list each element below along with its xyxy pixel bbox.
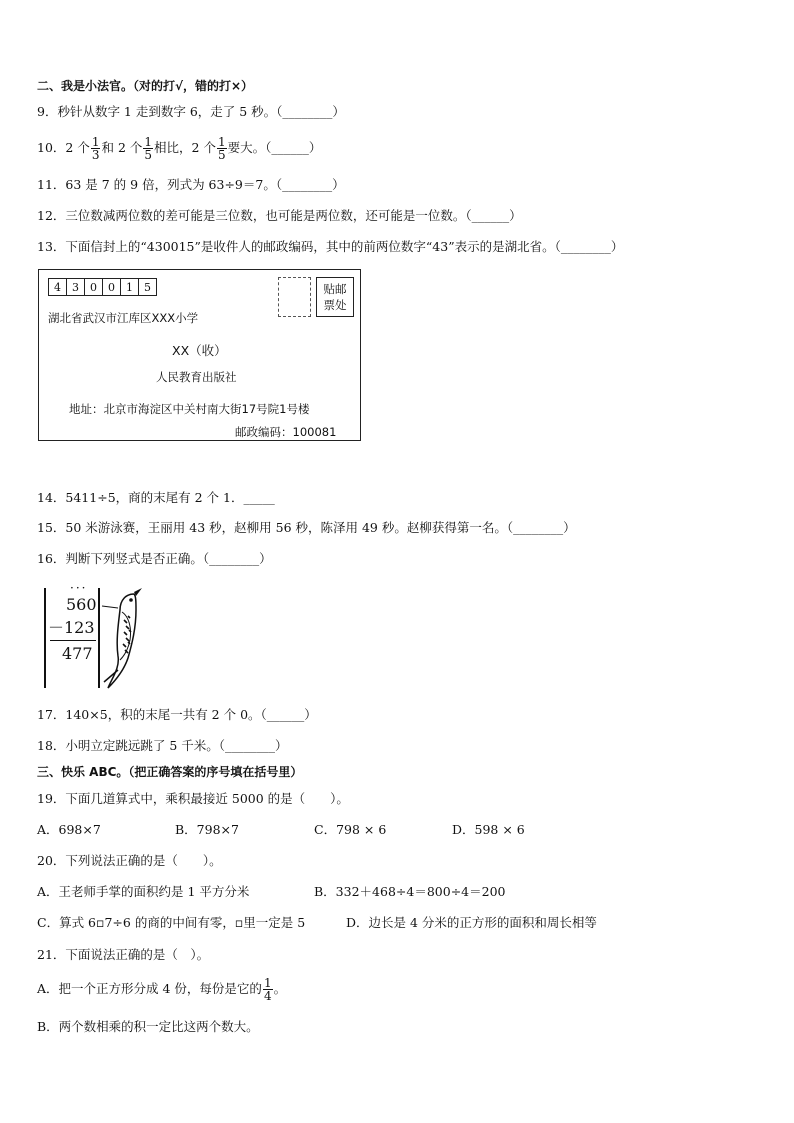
zip-code-boxes	[48, 278, 156, 296]
zip-digit: 0	[84, 278, 103, 296]
fraction-one-fifth-2: $\frac{1}{5}$	[217, 135, 226, 162]
envelope-address: 湖北省武汉市江库区XXX小学	[48, 311, 199, 325]
q10-text-pre: 10．2 个	[37, 140, 90, 155]
difference: 477	[62, 644, 93, 663]
q20-option-d: D．边长是 4 分米的正方形的面积和周长相等	[346, 915, 597, 930]
zip-digit: 3	[66, 278, 85, 296]
zip-digit: 1	[120, 278, 139, 296]
section-heading-choice: 三、快乐 ABC。（把正确答案的序号填在括号里）	[37, 765, 303, 779]
section-heading-judge: 二、我是小法官。（对的打√，错的打×）	[37, 79, 254, 93]
zip-digit: 0	[102, 278, 121, 296]
q20-option-b: B．332＋468÷4＝800÷4＝200	[314, 884, 506, 899]
q21-option-b: B．两个数相乘的积一定比这两个数大。	[37, 1019, 259, 1034]
minuend: 560	[66, 595, 97, 614]
question-17: 17．140×5，积的末尾一共有 2 个 0。（______）	[37, 707, 317, 722]
borrow-dots: ···	[70, 581, 88, 595]
stamp-area-dashed	[278, 277, 311, 317]
question-11: 11．63 是 7 的 9 倍，列式为 63÷9＝7。（________）	[37, 177, 345, 192]
q19-option-c: C．798 × 6	[314, 822, 387, 837]
fraction-one-third: $\frac{1}{3}$	[91, 135, 100, 162]
envelope-recipient: XX（收）	[172, 343, 227, 358]
vertical-subtraction-figure	[40, 581, 145, 692]
fraction-one-fifth: $\frac{1}{5}$	[144, 135, 153, 162]
q10-text-mid2: 相比，2 个	[154, 140, 216, 155]
q19-option-a: A．698×7	[37, 822, 101, 837]
question-18: 18．小明立定跳远跳了 5 千米。（________）	[37, 738, 288, 753]
q20-option-c: C．算式 6▫7÷6 的商的中间有零，▫里一定是 5	[37, 915, 306, 930]
q21-a-text: A．把一个正方形分成 4 份，每份是它的	[37, 981, 262, 996]
q19-option-d: D．598 × 6	[452, 822, 525, 837]
question-12: 12．三位数减两位数的差可能是三位数，也可能是两位数，还可能是一位数。（______）	[37, 208, 522, 223]
question-9: 9．秒针从数字 1 走到数字 6，走了 5 秒。（________）	[37, 104, 345, 119]
question-13: 13．下面信封上的“430015”是收件人的邮政编码，其中的前两位数字“43”表示的是湖北省。（________）	[37, 239, 624, 254]
envelope-sender-address: 地址：北京市海淀区中关村南大街17号院1号楼	[69, 402, 310, 416]
calc-rule-line	[50, 640, 96, 641]
q21-a-end: 。	[273, 981, 287, 996]
question-16: 16．判断下列竖式是否正确。（________）	[37, 551, 272, 566]
question-14: 14．5411÷5，商的末尾有 2 个 1．_____	[37, 490, 275, 505]
question-15: 15．50 米游泳赛，王丽用 43 秒，赵柳用 56 秒，陈泽用 49 秒。赵柳获得第一名。（________）	[37, 520, 576, 535]
envelope-sender-zip: 邮政编码：100081	[235, 425, 337, 439]
question-19: 19．下面几道算式中，乘积最接近 5000 的是（ ）。	[37, 791, 349, 806]
q10-text-post: 要大。（______）	[227, 140, 322, 155]
q20-option-a: A．王老师手掌的面积约是 1 平方分米	[37, 884, 250, 899]
envelope-image	[38, 269, 361, 441]
envelope-sender: 人民教育出版社	[156, 370, 237, 384]
question-20: 20．下列说法正确的是（ ）。	[37, 853, 222, 868]
subtrahend: －123	[48, 618, 95, 637]
q19-option-b: B．798×7	[175, 822, 239, 837]
zip-digit: 4	[48, 278, 67, 296]
fraction-one-fourth: $\frac{1}{4}$	[263, 976, 272, 1003]
question-10	[37, 134, 321, 162]
q10-text-mid1: 和 2 个	[101, 140, 143, 155]
zip-digit: 5	[138, 278, 157, 296]
q21-option-a	[37, 974, 286, 1004]
left-border-line	[44, 588, 46, 688]
stamp-box: 贴邮 票处	[316, 277, 354, 317]
woodpecker-icon	[98, 586, 144, 690]
question-21: 21．下面说法正确的是（ ）。	[37, 947, 210, 962]
